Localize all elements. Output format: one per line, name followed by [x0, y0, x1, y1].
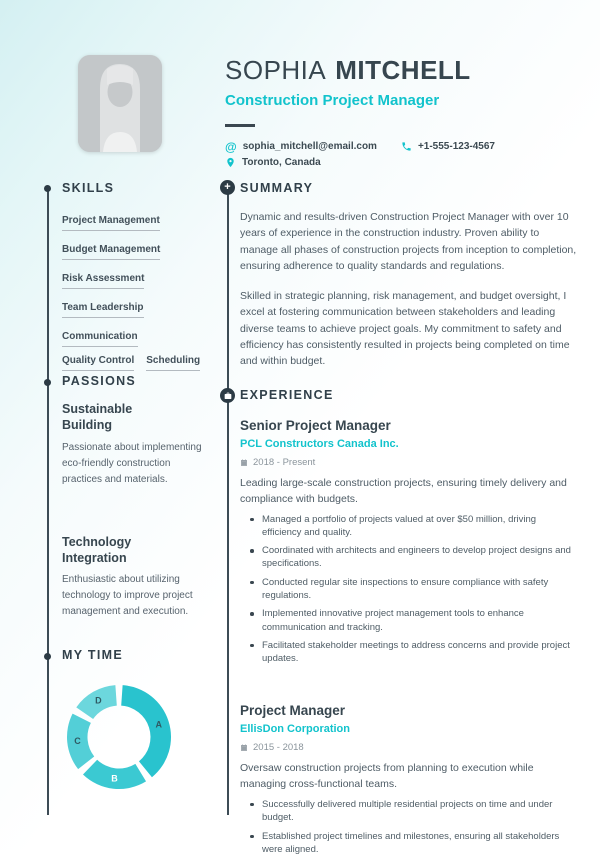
phone-icon — [401, 141, 412, 152]
job-period-text: 2015 - 2018 — [253, 742, 304, 754]
job-period-text: 2018 - Present — [253, 457, 316, 468]
phone-text: +1-555-123-4567 — [417, 141, 495, 152]
person-silhouette-icon — [78, 55, 162, 152]
right-timeline-rail — [227, 190, 229, 815]
location-text: Toronto, Canada — [242, 157, 321, 168]
skill-item: Communication — [62, 331, 138, 347]
calendar-icon — [240, 744, 248, 752]
passion-title: Technology Integration — [62, 534, 132, 565]
contact-block — [225, 141, 495, 168]
summary-paragraph: Dynamic and results-driven Construction Project Manager with over 10 years of experience in the construction industry. Proven ability to manage all phases of construction projects from inception to completion, ensuring adherence to quality standards and regulations. — [240, 211, 577, 272]
my-time-heading: MY TIME — [62, 648, 123, 662]
job-bullet: Managed a portfolio of projects valued at over $50 million, driving efficiency and quality. — [240, 513, 578, 540]
job-bullet-list — [240, 798, 578, 856]
plus-icon: + — [224, 180, 231, 193]
skill-item: Risk Assessment — [62, 273, 144, 289]
summary-section — [240, 181, 578, 369]
job-bullet: Coordinated with architects and engineers to develop project designs and specifications. — [240, 544, 578, 571]
passion-item — [62, 534, 202, 621]
left-timeline-rail — [47, 188, 49, 815]
email-link[interactable] — [225, 141, 377, 152]
page-title — [225, 55, 495, 86]
job-period — [240, 742, 578, 753]
skill-item: Project Management — [62, 215, 160, 231]
skill-item: Budget Management — [62, 244, 160, 260]
experience-section — [240, 388, 578, 856]
job-title: Senior Project Manager — [240, 418, 391, 433]
first-name: SOPHIA — [225, 55, 327, 85]
donut-label: B — [111, 773, 118, 784]
job-bullet-list — [240, 513, 578, 666]
location-link[interactable] — [225, 157, 321, 168]
experience-heading: EXPERIENCE — [240, 388, 334, 402]
experience-marker — [220, 388, 235, 403]
summary-heading: SUMMARY — [240, 181, 314, 195]
job-period — [240, 457, 578, 468]
professional-title: Construction Project Manager — [225, 92, 440, 109]
calendar-icon — [240, 459, 248, 467]
job-description: Leading large-scale construction projects, ensuring timely delivery and compliance with budgets. — [240, 477, 567, 505]
donut-label: D — [95, 695, 102, 706]
job-bullet: Conducted regular site inspections to ensure compliance with safety regulations. — [240, 576, 578, 603]
summary-marker — [220, 180, 235, 195]
phone-link[interactable] — [401, 141, 495, 152]
passions-bullet-dot — [44, 379, 51, 386]
job-bullet: Successfully delivered multiple residential projects on time and under budget. — [240, 798, 578, 825]
skill-item: Quality Control — [62, 355, 134, 371]
skill-item: Team Leadership — [62, 302, 144, 318]
job-title: Project Manager — [240, 703, 346, 719]
skills-list — [62, 210, 202, 371]
last-name: MITCHELL — [335, 55, 471, 85]
skill-item: Scheduling — [146, 355, 200, 371]
job-company: PCL Constructors Canada Inc. — [240, 438, 399, 450]
job-bullet: Implemented innovative project management tools to enhance communication and tracking. — [240, 607, 578, 634]
passion-text: Passionate about implementing eco-friendly construction practices and materials. — [62, 441, 202, 485]
my-time-section — [62, 648, 202, 792]
mytime-bullet-dot — [44, 653, 51, 660]
passion-text: Enthusiastic about utilizing technology to improve project management and execution. — [62, 574, 193, 617]
job-bullet: Facilitated stakeholder meetings to address concerns and provide project updates. — [240, 639, 578, 666]
pin-icon — [225, 157, 236, 168]
donut-label: A — [155, 719, 163, 730]
briefcase-icon — [224, 392, 232, 400]
email-text: sophia_mitchell@email.com — [242, 141, 377, 152]
title-divider — [225, 124, 255, 127]
job-entry — [240, 703, 578, 856]
passions-heading: PASSIONS — [62, 374, 137, 388]
profile-photo — [78, 55, 162, 152]
at-icon: @ — [225, 139, 237, 154]
donut-label: C — [74, 736, 81, 747]
job-entry — [240, 418, 578, 665]
job-description: Oversaw construction projects from planning to execution while managing cross-functional teams. — [240, 762, 534, 791]
my-time-donut — [64, 682, 174, 792]
job-bullet: Established project timelines and milestones, ensuring all stakeholders were aligned. — [240, 830, 578, 856]
donut-segment-A — [121, 685, 171, 777]
skills-bullet-dot — [44, 185, 51, 192]
skills-section — [62, 181, 202, 379]
summary-paragraph: Skilled in strategic planning, risk management, and budget oversight, I excel at fostering communication between stakeholders and leading diverse teams to achieve project goals. My commitment to safety and efficiency has consistently resulted in projects being completed on time and within budget. — [240, 290, 570, 368]
skills-heading: SKILLS — [62, 181, 115, 195]
header — [225, 55, 495, 168]
passions-section — [62, 374, 202, 620]
job-company: EllisDon Corporation — [240, 723, 350, 736]
passion-title: Sustainable Building — [62, 402, 133, 433]
passion-item — [62, 401, 202, 488]
